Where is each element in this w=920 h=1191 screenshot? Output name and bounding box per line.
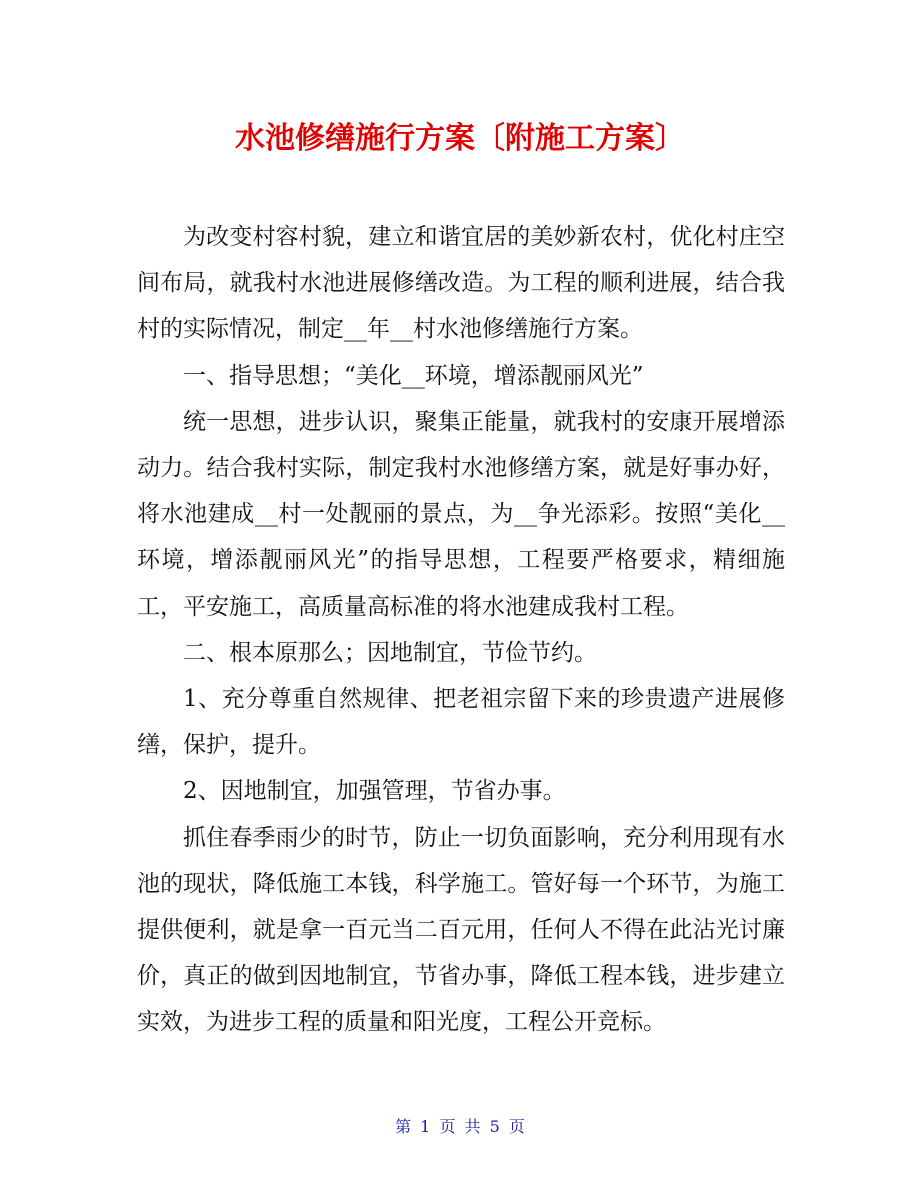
paragraph-item-1: 1、充分尊重自然规律、把老祖宗留下来的珍贵遗产进展修缮，保护，提升。 — [137, 686, 785, 759]
paragraph-section-2-heading: 二、根本原那么；因地制宜，节俭节约。 — [183, 639, 597, 666]
paragraph-item-2: 2、因地制宜，加强管理，节省办事。 — [183, 778, 566, 805]
document-body — [137, 214, 785, 1046]
document-title: 水池修缮施行方案〔附施工方案〕 — [235, 121, 685, 156]
paragraph-section-2-body: 抓住春季雨少的时节，防止一切负面影响，充分利用现有水池的现状，降低施工本钱，科学施工。管好每一个环节，为施工提供便利，就是拿一百元当二百元用，任何人不得在此沾光讨廉价，真正的做到因地制宜，节省办事，降低工程本钱，进步建立实效，为进步工程的质量和阳光度，工程公开竞标。 — [137, 824, 785, 1036]
paragraph-section-1-heading: 一、指导思想；“美化__环境，增添靓丽风光” — [183, 362, 644, 389]
paragraph-intro: 为改变村容村貌，建立和谐宜居的美妙新农村，优化村庄空间布局，就我村水池进展修缮改造。为工程的顺利进展，结合我村的实际情况，制定__年__村水池修缮施行方案。 — [137, 224, 785, 343]
page-number-footer: 第 1 页 共 5 页 — [395, 1117, 525, 1136]
paragraph-section-1-body: 统一思想，进步认识，聚集正能量，就我村的安康开展增添动力。结合我村实际，制定我村水池修缮方案，就是好事办好，将水池建成__村一处靓丽的景点，为__争光添彩。按照“美化__环境，增添靓丽风光”的指导思想，工程要严格要求，精细施工，平安施工，高质量高标准的将水池建成我村工程。 — [137, 408, 785, 620]
